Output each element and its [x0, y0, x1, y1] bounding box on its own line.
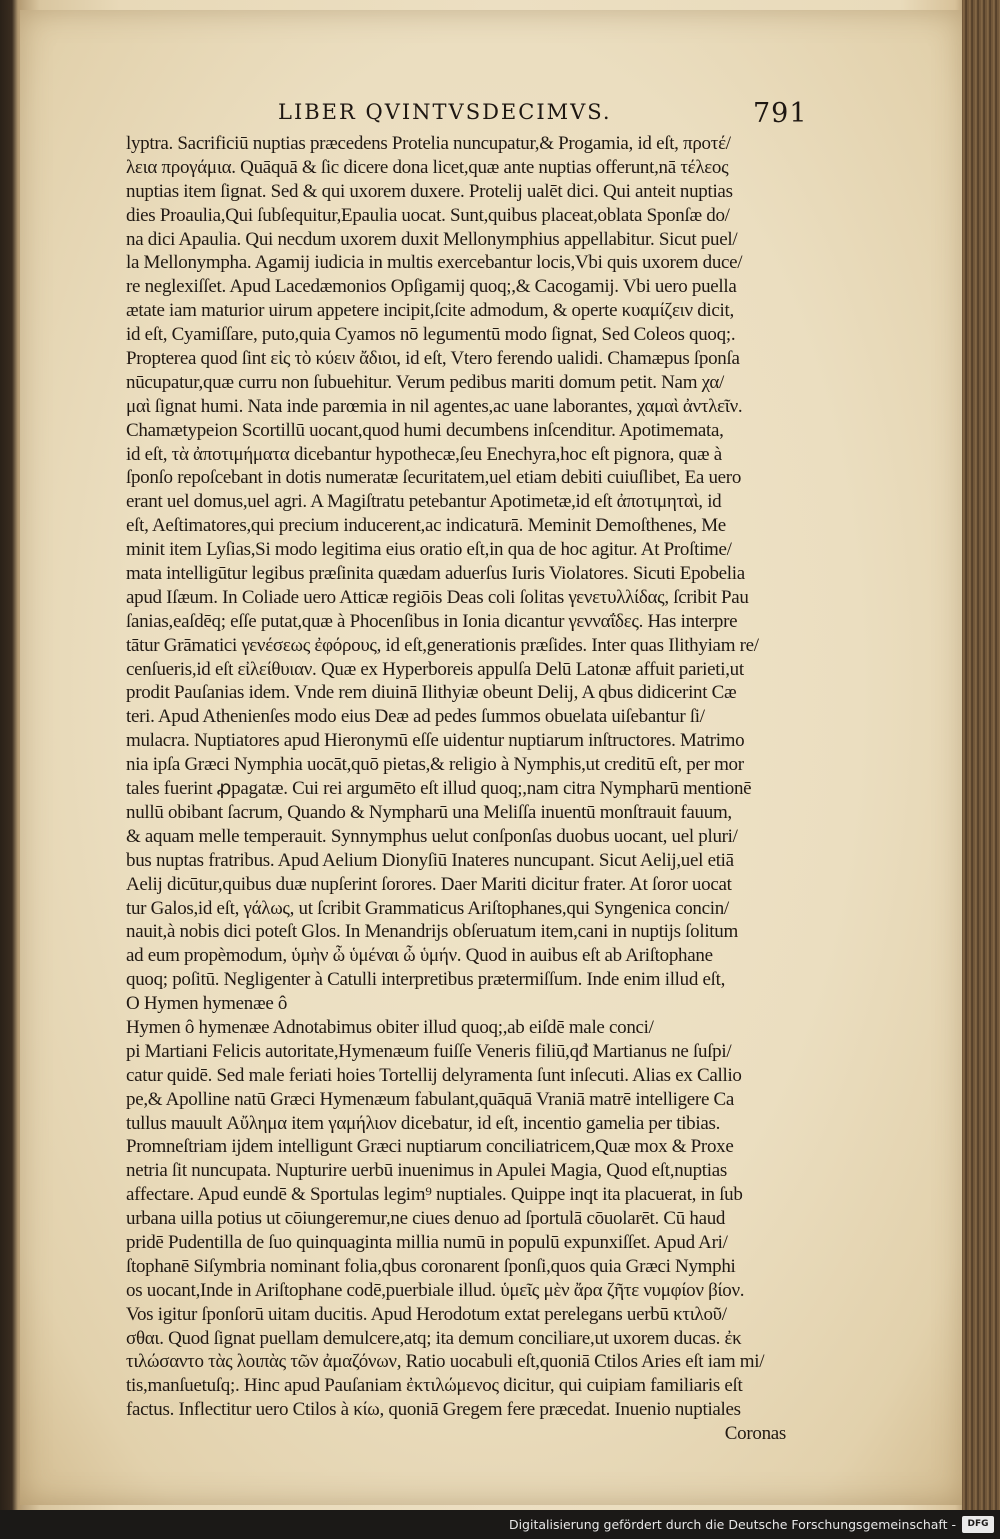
catchword: Coronas — [724, 1423, 786, 1445]
text-line: Chamætypeion Scortillū uocant,quod humi decumbens inſcenditur. Apotimemata, — [126, 419, 724, 441]
page-number: 791 — [753, 98, 808, 129]
text-line: ad eum propèmodum, ὑμὴν ὦ ὑμέναι ὦ ὑμήν. Quod in auibus eſt ab Ariſtophane — [126, 945, 713, 967]
text-line: ætate iam maturior uirum appetere incipit,ſcite admodum, & operte κυαμίζειν dicit, — [126, 300, 734, 322]
text-line: σθαι. Quod ſignat puellam demulcere,atq; ita demum conciliare,ut uxorem ducas. ἐκ — [126, 1327, 742, 1349]
text-line: Hymen ô hymenæe Adnotabimus obiter illud quoq;,ab eiſdē male conci/ — [126, 1016, 654, 1038]
text-line: nauit,à nobis dici poteſt Glos. In Menandrijs obſeruatum item,cani in nuptijs ſolitum — [126, 921, 738, 943]
text-line: affectare. Apud eundē & Sportulas legim⁹ nuptiales. Quippe inqt ita placuerat, in ſub — [126, 1184, 743, 1206]
text-line: erant uel domus,uel agri. A Magiſtratu petebantur Apotimetæ,id eſt ἀποτιμηταὶ, id — [126, 491, 722, 513]
text-line: pe,& Apolline natū Græci Hymenæum fabulant,quāquā Vraniā matrē intelligere Ca — [126, 1088, 735, 1110]
text-line: mulacra. Nuptiatores apud Hieronymū eſſe uidentur nuptiarum inſtructores. Matrimo — [126, 730, 745, 752]
text-line: Aelij dicūtur,quibus duæ nupſerint ſorores. Daer Mariti dicitur frater. At ſoror uocat — [126, 873, 732, 895]
text-line: netria ſit nuncupata. Nupturire uerbū inuenimus in Apulei Magia, Quod eſt,nuptias — [126, 1160, 727, 1182]
text-line: ſponſo repoſcebant in dotis numeratæ ſecuritatem,uel etiam debiti cuiuſlibet, Ea uero — [126, 467, 742, 489]
text-line: ſtophanē Siſymbria nominant folia,qbus coronarent ſponſi,quos quia Græci Nymphi — [126, 1255, 736, 1277]
text-line: τιλώσαντο τὰς λοιπὰς τῶν ἀμαζόνων, Ratio uocabuli eſt,quoniā Ctilos Aries eſt iam mi/ — [126, 1351, 765, 1373]
text-line: la Mellonympha. Agamij iudicia in multis exercebantur locis,Vbi quis uxorem duce/ — [126, 252, 743, 274]
text-line: tullus mauult Αὔλημα item γαμήλιον dicebatur, id eſt, incentio gamelia per tibias. — [126, 1112, 721, 1134]
text-line: cenſueris,id eſt εἰλείθυιαν. Quæ ex Hyperboreis appulſa Delū Latonæ affuit parieti,ut — [126, 658, 744, 680]
text-line: λεια προγάμια. Quāquā & ſic dicere dona licet,quæ ante nuptias offerunt,nā τέλεος — [126, 156, 729, 178]
dfg-logo: DFG — [962, 1516, 994, 1533]
text-line: catur quidē. Sed male feriati hoies Tortellij delyramenta ſunt inſecuti. Alias ex Callio — [126, 1064, 742, 1086]
body-text — [126, 132, 786, 1446]
text-line: prodit Pauſanias idem. Vnde rem diuinā Ilithyiæ obeunt Delij, A qbus didicerint Cæ — [126, 682, 737, 704]
text-line: Promneſtriam ijdem intelligunt Græci nuptiarum conciliatricem,Quæ mox & Proxe — [126, 1136, 734, 1158]
book-page — [20, 10, 964, 1505]
text-line: Propterea quod ſint εἰς τὸ κύειν ἄδιοι, id eſt, Vtero ferendo ualidi. Chamæpus ſponſa — [126, 348, 740, 370]
text-line: tis,manſuetuſq;. Hinc apud Pauſaniam ἐκτιλώμενος dicitur, qui cuipiam familiaris eſt — [126, 1375, 743, 1397]
page-edges — [962, 0, 1000, 1510]
text-line: nūcupatur,quæ curru non ſubuehitur. Verum pedibus mariti domum petit. Nam χα/ — [126, 371, 724, 393]
text-line: os uocant,Inde in Ariſtophane codē,puerbiale illud. ὑμεῖς μὲν ἄρα ζῆτε νυμφίον βίον. — [126, 1279, 745, 1301]
text-line: minit item Lyſias,Si modo legitima eius oratio eſt,in qua de hoc agitur. At Proſtime/ — [126, 539, 732, 561]
text-line: nuptias item ſignat. Sed & qui uxorem duxere. Protelij ualēt dici. Qui anteit nuptias — [126, 180, 733, 202]
text-line: quoq; poſitū. Negligenter à Catulli interpretibus prætermiſſum. Inde enim illud eſt, — [126, 969, 726, 991]
text-line: re neglexiſſet. Apud Lacedæmonios Opſigamij quoq;,& Cacogamij. Vbi uero puella — [126, 276, 737, 298]
text-line: pi Martiani Felicis autoritate,Hymenæum fuiſſe Veneris filiū,qđ Martianus ne ſuſpi/ — [126, 1040, 732, 1062]
text-line: nullū obibant ſacrum, Quando & Nympharū una Meliſſa inuentū monſtrauit fauum, — [126, 801, 732, 823]
text-line: pridē Pudentilla de ſuo quinquaginta millia numū in populū expunxiſſet. Apud Ari/ — [126, 1231, 728, 1253]
text-line: nia ipſa Græci Nymphia uocāt,quō pietas,& religio à Nymphis,ut creditū eſt, per mor — [126, 754, 744, 776]
text-line: & aquam melle temperauit. Synnymphus uelut conſponſas duobus uocant, uel pluri/ — [126, 825, 738, 847]
running-head: LIBER QVINTVSDECIMVS. — [278, 100, 612, 124]
digitization-footer — [0, 1510, 1000, 1539]
text-line: na dici Apaulia. Qui necdum uxorem duxit Mellonymphius appellabitur. Sicut puel/ — [126, 228, 738, 250]
text-line: eſt, Aeſtimatores,qui precium inducerent,ac indicaturā. Meminit Demoſthenes, Me — [126, 515, 726, 537]
text-line: tur Galos,id eſt, γάλως, ut ſcribit Grammaticus Ariſtophanes,qui Syngenica concin/ — [126, 897, 729, 919]
text-line: teri. Apud Athenienſes modo eius Deæ ad pedes ſummos obuelata uiſebantur ſi/ — [126, 706, 705, 728]
text-line: id eſt, Cyamiſſare, puto,quia Cyamos nō legumentū modo ſignat, Sed Coleos quoq;. — [126, 324, 736, 346]
text-line: ſanias,eaſdēq; eſſe putat,quæ à Phocenſibus in Ionia dicantur γενναΐδες. Has interpre — [126, 610, 738, 632]
footer-credit: Digitalisierung gefördert durch die Deutsche Forschungsgemeinschaft - — [508, 1517, 956, 1532]
text-line: O Hymen hymenæe ô — [126, 993, 288, 1015]
text-line: Vos igitur ſponſorū uitam ducitis. Apud Herodotum extat perelegans uerbū κτιλοῦ/ — [126, 1303, 727, 1325]
text-line: apud Iſæum. In Coliade uero Atticæ regiōis Deas coli ſolitas γενετυλλίδας, ſcribit Pau — [126, 586, 749, 608]
text-line: dies Proaulia,Qui ſubſequitur,Epaulia uocat. Sunt,quibus placeat,oblata Sponſæ do/ — [126, 204, 730, 226]
text-line: tales fuerint ꝓpagatæ. Cui rei argumēto eſt illud quoq;,nam citra Nympharū mentionē — [126, 778, 752, 800]
text-line: urbana uilla potius ut cōiungeremur,ne ciues denuo ad ſportulā cōuolarēt. Cū haud — [126, 1208, 726, 1230]
text-line: μαὶ ſignat humi. Nata inde parœmia in nil agentes,ac uane laborantes, χαμαὶ ἀντλεῖν. — [126, 395, 743, 417]
text-line: mata intelligūtur legibus præſinita quædam aduerſus Iuris Violatores. Sicuti Epobelia — [126, 563, 745, 585]
text-line: lyptra. Sacrificiū nuptias præcedens Protelia nuncupatur,& Progamia, id eſt, προτέ/ — [126, 133, 731, 154]
text-line: factus. Inflectitur uero Ctilos à κίω, quoniā Gregem fere præcedat. Inuenio nuptiales — [126, 1399, 741, 1421]
text-line: id eſt, τὰ ἀποτιμήματα dicebantur hypothecæ,ſeu Enechyra,hoc eſt pignora, quæ à — [126, 443, 722, 465]
text-line: bus nuptas fratribus. Apud Aelium Dionyſiū Inateres nuncupant. Sicut Aelij,uel etiā — [126, 849, 734, 871]
text-line: tātur Grāmatici γενέσεως ἐφόρους, id eſt,generationis præſides. Inter quas Ilithyiam re/ — [126, 634, 759, 656]
